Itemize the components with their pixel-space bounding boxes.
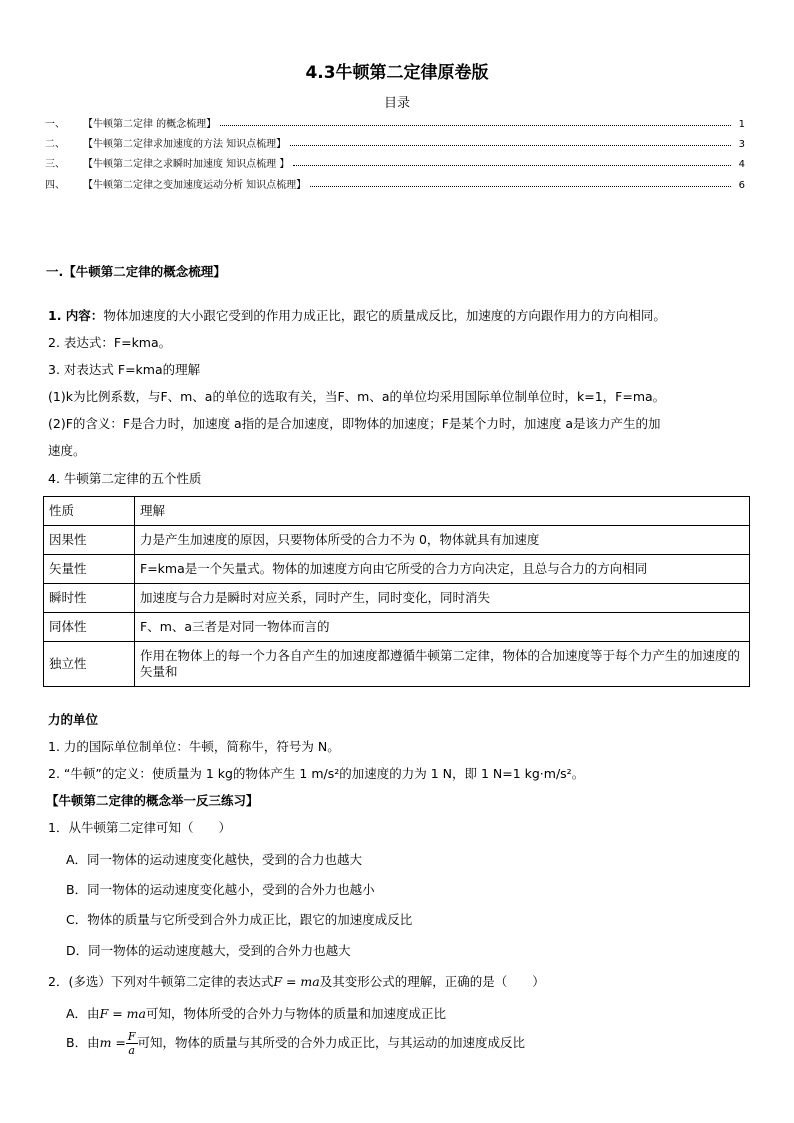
- paragraph-k-coefficient: (1)k为比例系数，与F、m、a的单位的选取有关，当F、m、a的单位均采用国际单位制单位时，k=1，F=ma。: [48, 389, 666, 404]
- toc-leader-dots: [220, 125, 731, 126]
- question-option[interactable]: D．同一物体的运动速度越大，受到的合外力也越大: [66, 943, 351, 958]
- page-title: 4.3牛顿第二定律原卷版: [305, 63, 489, 83]
- toc-entry-page: 6: [738, 180, 745, 191]
- table-cell-meaning: F、m、a三者是对同一物体而言的: [135, 613, 750, 642]
- table-cell-property: 因果性: [44, 526, 135, 555]
- table-cell-property: 同体性: [44, 613, 135, 642]
- paragraph-f-meaning-cont: 速度。: [48, 443, 86, 458]
- toc-entry[interactable]: [45, 154, 745, 170]
- toc-entry-page: 3: [738, 139, 745, 150]
- option-text: A．由: [66, 1006, 100, 1021]
- table-cell-meaning: 加速度与合力是瞬时对应关系，同时产生，同时变化，同时消失: [135, 584, 750, 613]
- option-text: 可知，物体所受的合外力与物体的质量和加速度成正比: [145, 1006, 446, 1021]
- table-header-cell: 性质: [44, 497, 135, 526]
- table-row: [44, 584, 750, 613]
- table-cell-meaning: 作用在物体上的每一个力各自产生的加速度都遵循牛顿第二定律，物体的合加速度等于每个力产生的加速度的矢量和: [135, 642, 750, 687]
- paragraph-understanding: 3. 对表达式 F=kma的理解: [48, 362, 201, 377]
- table-cell-property: 矢量性: [44, 555, 135, 584]
- table-cell-property: 瞬时性: [44, 584, 135, 613]
- paragraph-expression: 2. 表达式：F=kma。: [48, 335, 172, 350]
- table-row: [44, 555, 750, 584]
- table-header-cell: 理解: [135, 497, 750, 526]
- fraction: [126, 1030, 138, 1057]
- table-cell-meaning: 力是产生加速度的原因，只要物体所受的合力不为 0，物体就具有加速度: [135, 526, 750, 555]
- table-row: [44, 526, 750, 555]
- paragraph-f-meaning: (2)F的含义：F是合力时，加速度 a指的是合加速度，即物体的加速度；F是某个力时，加速度 a是该力产生的加: [48, 416, 661, 431]
- formula: m =: [99, 1035, 126, 1050]
- newton-definition-line: 2. “牛顿”的定义：使质量为 1 kg的物体产生 1 m/s²的加速度的力为 1 N，即 1 N=1 kg·m/s²。: [48, 766, 585, 781]
- toc-entry[interactable]: [45, 175, 745, 191]
- toc-entry-number: 四、: [45, 180, 65, 191]
- question-stem: 1．从牛顿第二定律可知（ ）: [48, 820, 231, 835]
- formula: F = ma: [99, 1006, 146, 1021]
- formula: F = ma: [273, 974, 320, 989]
- question-stem: [48, 972, 545, 990]
- practice-heading: 【牛顿第二定律的概念举一反三练习】: [46, 793, 259, 808]
- toc-entry[interactable]: [45, 134, 745, 150]
- toc-entry-text: 【牛顿第二定律求加速度的方法 知识点梳理】: [83, 139, 287, 150]
- toc-entry-text: 【牛顿第二定律之变加速度运动分析 知识点梳理】: [83, 180, 307, 191]
- force-unit-heading: 力的单位: [48, 712, 99, 727]
- content-label: 1. 内容：: [48, 308, 104, 323]
- content-text: 物体加速度的大小跟它受到的作用力成正比，跟它的质量成反比，加速度的方向跟作用力的方向相同。: [103, 308, 666, 323]
- question-option[interactable]: A．同一物体的运动速度变化越快，受到的合力也越大: [66, 852, 363, 867]
- toc-leader-dots: [293, 165, 731, 166]
- fraction-numerator: F: [127, 1030, 136, 1043]
- paragraph-content: [48, 306, 666, 324]
- table-row: [44, 642, 750, 687]
- table-cell-meaning: F=kma是一个矢量式。物体的加速度方向由它所受的合力方向决定，且总与合力的方向相同: [135, 555, 750, 584]
- question-option[interactable]: C．物体的质量与它所受到合外力成正比，跟它的加速度成反比: [66, 912, 413, 927]
- toc-heading: 目录: [383, 96, 410, 111]
- paragraph-five-properties: 4. 牛顿第二定律的五个性质: [48, 471, 202, 486]
- stem-text: 及其变形公式的理解，正确的是（ ）: [319, 974, 545, 989]
- table-header-row: [44, 497, 750, 526]
- toc-entry-page: 1: [738, 119, 745, 130]
- question-option[interactable]: [66, 1030, 525, 1057]
- fraction-denominator: a: [128, 1044, 135, 1057]
- toc-leader-dots: [310, 186, 731, 187]
- toc-entry-text: 【牛顿第二定律 的概念梳理】: [83, 119, 217, 130]
- option-text: 可知，物体的质量与其所受的合外力成正比，与其运动的加速度成反比: [137, 1035, 526, 1050]
- table-cell-property: 独立性: [44, 642, 135, 687]
- force-unit-line: 1. 力的国际单位制单位：牛顿，简称牛，符号为 N。: [48, 739, 340, 754]
- toc-entry[interactable]: [45, 114, 745, 130]
- toc-entry-number: 一、: [45, 119, 65, 130]
- table-row: [44, 613, 750, 642]
- toc-entry-number: 三、: [45, 159, 65, 170]
- toc-entry-text: 【牛顿第二定律之求瞬时加速度 知识点梳理 】: [83, 159, 290, 170]
- option-text: B．由: [66, 1035, 100, 1050]
- question-option[interactable]: B．同一物体的运动速度变化越小，受到的合外力也越小: [66, 882, 375, 897]
- toc-leader-dots: [290, 145, 731, 146]
- toc-entry-page: 4: [738, 159, 745, 170]
- question-option[interactable]: [66, 1004, 446, 1022]
- stem-text: 2．(多选）下列对牛顿第二定律的表达式: [48, 974, 274, 989]
- toc-entry-number: 二、: [45, 139, 65, 150]
- section-heading: 一.【牛顿第二定律的概念梳理】: [46, 264, 226, 279]
- properties-table: [43, 496, 750, 687]
